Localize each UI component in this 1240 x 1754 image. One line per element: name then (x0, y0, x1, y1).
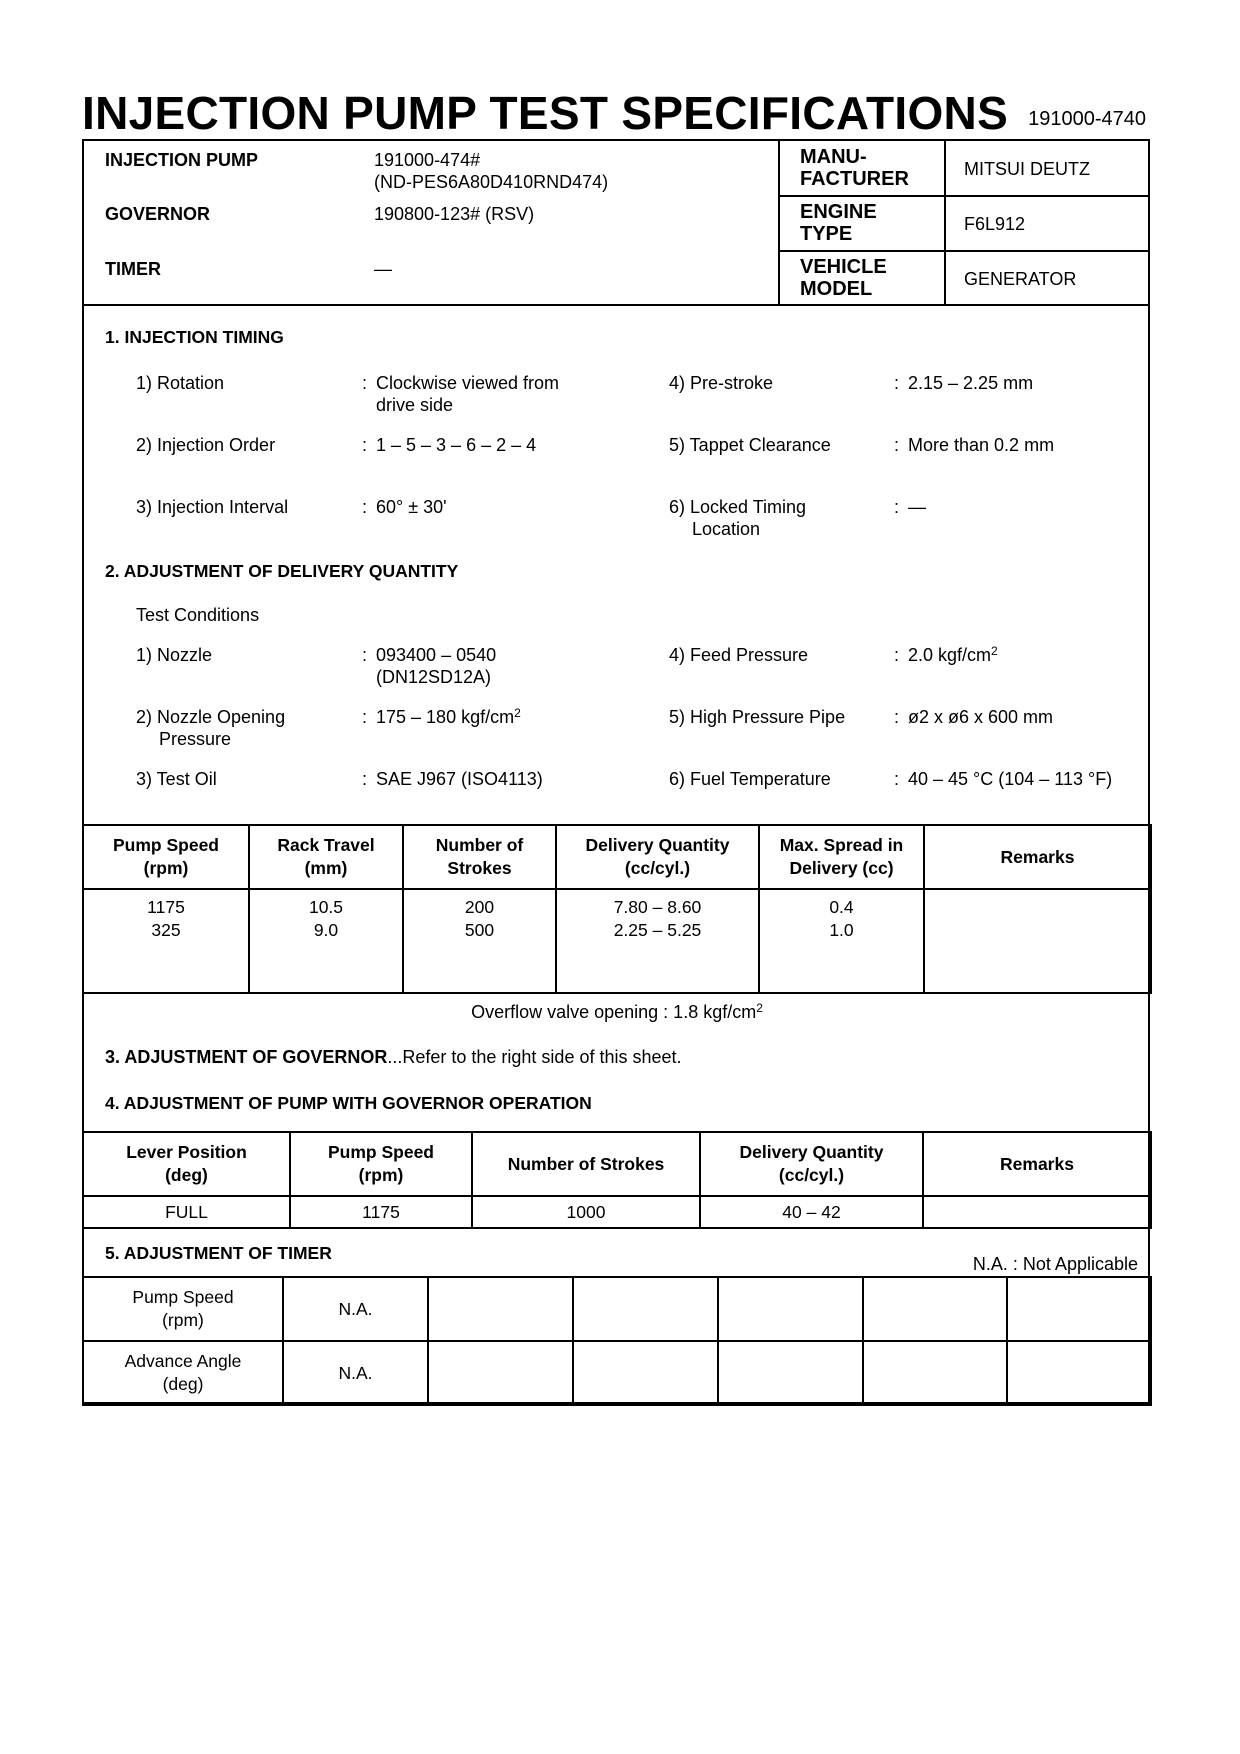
divider (944, 141, 946, 306)
governor-label: GOVERNOR (105, 204, 211, 224)
rotation-value: Clockwise viewed from (376, 373, 560, 393)
divider (778, 195, 1150, 197)
timer-cell (718, 1277, 863, 1341)
engine-type-value: F6L912 (964, 214, 1026, 234)
governor-value: 190800-123# (RSV) (374, 204, 535, 224)
timer-cell (428, 1277, 573, 1341)
header-delivery-quantity: Delivery Quantity (cc/cyl.) (700, 1132, 923, 1196)
page-title: INJECTION PUMP TEST SPECIFICATIONS (82, 87, 1009, 139)
cell-pump-speed: 1175 (290, 1196, 472, 1228)
engine-type-label-2: TYPE (800, 223, 853, 245)
header-number-of-strokes: Number of Strokes (472, 1132, 700, 1196)
cell-max-spread: 0.4 1.0 (759, 889, 924, 993)
delivery-quantity-table (82, 824, 1152, 994)
tappet-clearance-value: More than 0.2 mm (908, 435, 1055, 455)
timer-cell (863, 1341, 1007, 1405)
not-applicable-note: N.A. : Not Applicable (972, 1254, 1138, 1274)
nozzle-opening-label: 2) Nozzle Opening (136, 707, 286, 727)
fuel-temperature-value: 40 – 45 °C (104 – 113 °F) (908, 769, 1113, 789)
cell-lever-position: FULL (83, 1196, 290, 1228)
cell-delivery-quantity: 7.80 – 8.60 2.25 – 5.25 (556, 889, 759, 993)
section-governor-operation-heading: 4. ADJUSTMENT OF PUMP WITH GOVERNOR OPERATION (105, 1093, 592, 1113)
header-remarks: Remarks (923, 1132, 1151, 1196)
test-oil-label: 3) Test Oil (136, 769, 217, 789)
header-max-spread: Max. Spread in Delivery (cc) (759, 825, 924, 889)
colon: : (362, 497, 368, 517)
timer-cell (428, 1341, 573, 1405)
manufacturer-label-2: FACTURER (800, 168, 909, 190)
timer-row-label: Pump Speed (rpm) (83, 1277, 283, 1341)
colon: : (894, 435, 900, 455)
cell-number-of-strokes: 200 500 (403, 889, 556, 993)
colon: : (894, 497, 900, 517)
header-remarks: Remarks (924, 825, 1151, 889)
timer-cell (1007, 1277, 1151, 1341)
manufacturer-label: MANU- (800, 146, 867, 168)
vehicle-model-value: GENERATOR (964, 269, 1077, 289)
timer-cell: N.A. (283, 1341, 428, 1405)
timer-row-label: Advance Angle (deg) (83, 1341, 283, 1405)
section-timer-heading: 5. ADJUSTMENT OF TIMER (105, 1243, 332, 1263)
document-number: 191000-4740 (1028, 108, 1146, 130)
timer-cell (718, 1341, 863, 1405)
cell-remarks (924, 889, 1151, 993)
fuel-temperature-label: 6) Fuel Temperature (669, 769, 831, 789)
nozzle-opening-label-2: Pressure (159, 729, 232, 749)
cell-rack-travel: 10.5 9.0 (249, 889, 403, 993)
injection-interval-label: 3) Injection Interval (136, 497, 289, 517)
pre-stroke-value: 2.15 – 2.25 mm (908, 373, 1034, 393)
nozzle-value: 093400 – 0540 (376, 645, 497, 665)
cell-remarks (923, 1196, 1151, 1228)
manufacturer-value: MITSUI DEUTZ (964, 159, 1090, 179)
section-governor-heading: 3. ADJUSTMENT OF GOVERNOR...Refer to the right side of this sheet. (105, 1047, 682, 1067)
timer-table (82, 1276, 1152, 1406)
header-pump-speed: Pump Speed (rpm) (83, 825, 249, 889)
timer-label: TIMER (105, 259, 161, 279)
cell-delivery-quantity: 40 – 42 (700, 1196, 923, 1228)
colon: : (362, 707, 368, 727)
colon: : (894, 707, 900, 727)
header-lever-position: Lever Position (deg) (83, 1132, 290, 1196)
divider (778, 141, 780, 306)
header-delivery-quantity: Delivery Quantity (cc/cyl.) (556, 825, 759, 889)
colon: : (362, 435, 368, 455)
tappet-clearance-label: 5) Tappet Clearance (669, 435, 831, 455)
rotation-value-2: drive side (376, 395, 454, 415)
colon: : (362, 769, 368, 789)
pre-stroke-label: 4) Pre-stroke (669, 373, 774, 393)
header-rack-travel: Rack Travel (mm) (249, 825, 403, 889)
feed-pressure-label: 4) Feed Pressure (669, 645, 809, 665)
cell-number-of-strokes: 1000 (472, 1196, 700, 1228)
high-pressure-pipe-value: ø2 x ø6 x 600 mm (908, 707, 1054, 727)
test-oil-value: SAE J967 (ISO4113) (376, 769, 543, 789)
locked-timing-label-2: Location (692, 519, 761, 539)
timer-cell (573, 1277, 718, 1341)
section-delivery-quantity-heading: 2. ADJUSTMENT OF DELIVERY QUANTITY (105, 561, 459, 581)
timer-value: — (374, 259, 392, 279)
cell-pump-speed: 1175 325 (83, 889, 249, 993)
colon: : (894, 373, 900, 393)
colon: : (894, 769, 900, 789)
spec-frame (82, 139, 1150, 1404)
locked-timing-value: — (908, 497, 926, 517)
test-conditions-label: Test Conditions (136, 605, 260, 625)
feed-pressure-value: 2.0 kgf/$cm^2$ (908, 644, 998, 665)
engine-type-label: ENGINE (800, 201, 877, 223)
timer-cell: N.A. (283, 1277, 428, 1341)
overflow-valve-note: Overflow valve opening : 1.8 kgf/$cm^2$ (471, 1001, 763, 1022)
timer-cell (863, 1277, 1007, 1341)
header-number-of-strokes: Number of Strokes (403, 825, 556, 889)
injection-order-value: 1 – 5 – 3 – 6 – 2 – 4 (376, 435, 537, 455)
locked-timing-label: 6) Locked Timing (669, 497, 807, 517)
vehicle-model-label: VEHICLE (800, 256, 887, 278)
high-pressure-pipe-label: 5) High Pressure Pipe (669, 707, 846, 727)
injection-pump-value: 191000-474# (374, 150, 481, 170)
nozzle-opening-value: 175 – 180 kgf/$cm^2$ (376, 706, 521, 727)
divider (84, 304, 1150, 306)
colon: : (362, 373, 368, 393)
section-injection-timing-heading: 1. INJECTION TIMING (105, 327, 284, 347)
colon: : (362, 645, 368, 665)
nozzle-label: 1) Nozzle (136, 645, 213, 665)
header-pump-speed: Pump Speed (rpm) (290, 1132, 472, 1196)
injection-order-label: 2) Injection Order (136, 435, 276, 455)
injection-interval-value: 60° ± 30' (376, 497, 447, 517)
colon: : (894, 645, 900, 665)
rotation-label: 1) Rotation (136, 373, 225, 393)
injection-pump-model: (ND-PES6A80D410RND474) (374, 172, 609, 192)
vehicle-model-label-2: MODEL (800, 278, 873, 300)
timer-cell (1007, 1341, 1151, 1405)
divider (778, 250, 1150, 252)
injection-pump-label: INJECTION PUMP (105, 150, 259, 170)
governor-operation-table (82, 1131, 1152, 1229)
timer-cell (573, 1341, 718, 1405)
nozzle-value-2: (DN12SD12A) (376, 667, 492, 687)
